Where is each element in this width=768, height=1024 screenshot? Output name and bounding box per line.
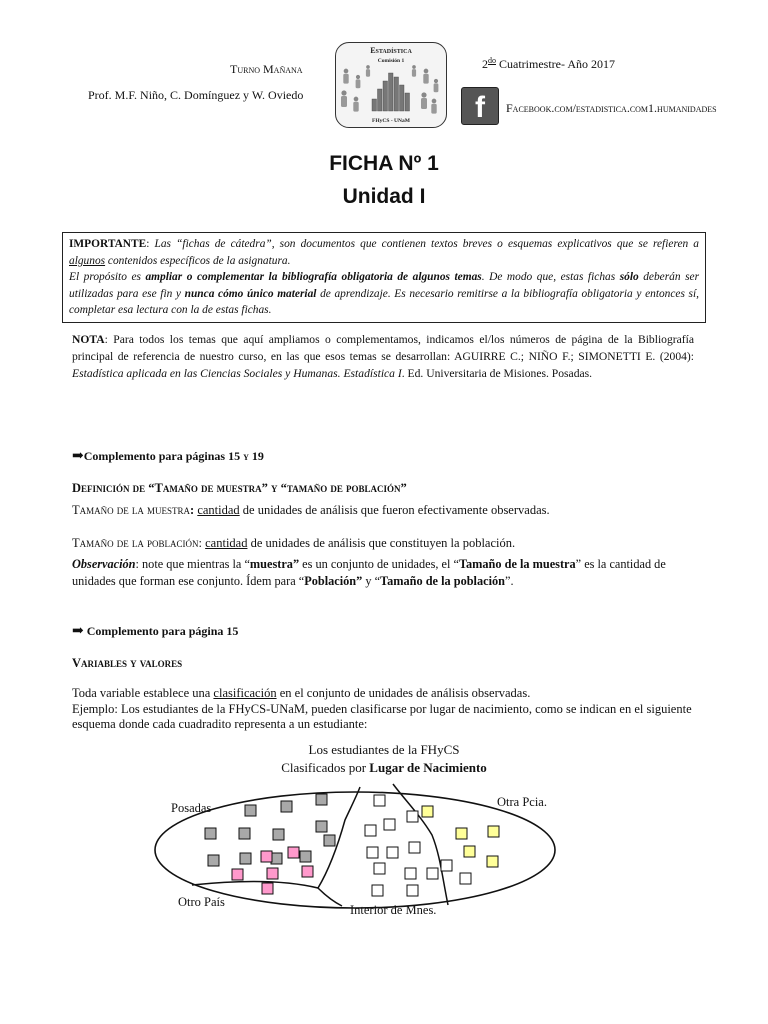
student-square-posadas — [273, 829, 284, 840]
page-title: FICHA Nº 1 — [329, 152, 439, 175]
student-square-posadas — [205, 828, 216, 839]
important-label: IMPORTANTE — [69, 238, 147, 250]
student-square-otra-pcia — [464, 846, 475, 857]
student-square-posadas — [239, 828, 250, 839]
student-square-interior — [407, 811, 418, 822]
student-square-interior — [365, 825, 376, 836]
nota-paragraph: NOTA: Para todos los temas que aquí ampliamos o complementamos, indicamos el/los números de página de la Bibliografía principal de referencia de nuestro curso, en las que esos temas se desarrollan: AGUIRRE C.; NIÑO F.; SIMONETTI E. (2004): Estadística aplicada en las Ciencias Sociales y Humanas. Estadística I. Ed. Universitaria de Misiones. Posadas. — [72, 333, 694, 380]
student-square-otro-pais — [288, 847, 299, 858]
student-square-posadas — [281, 801, 292, 812]
diagram-subtitle: Clasificados por Lugar de Nacimiento — [281, 760, 487, 775]
observation-paragraph: Observación: note que mientras la “muestra” es un conjunto de unidades, el “Tamaño de la muestra” es la cantidad de unidades que forman ese conjunto. Ídem para “Población” y “Tamaño de la población”. — [72, 557, 666, 588]
student-square-interior — [409, 842, 420, 853]
professors: Prof. M.F. Niño, C. Domínguez y W. Oviedo — [88, 88, 304, 102]
student-square-otra-pcia — [487, 856, 498, 867]
variables-heading: Variables y valores — [72, 656, 183, 670]
definition-heading: Definición de “Tamaño de muestra” y “tamaño de población” — [72, 481, 407, 495]
student-square-otro-pais — [232, 869, 243, 880]
student-square-interior — [374, 795, 385, 806]
shift-label: Turno Mañana — [230, 62, 303, 76]
student-square-posadas — [300, 851, 311, 862]
arrow-right-icon: ➡ — [72, 449, 84, 464]
student-square-interior — [387, 847, 398, 858]
variables-paragraph: Toda variable establece una clasificación en el conjunto de unidades de análisis observadas. Ejemplo: Los estudiantes de la FHyCS-UNaM, pueden clasificarse por lugar de nacimiento, como se indican en el siguiente esquema donde cada cuadradito representa a un estudiante: — [72, 686, 692, 731]
student-square-posadas — [324, 835, 335, 846]
student-square-otro-pais — [302, 866, 313, 877]
student-square-posadas — [240, 853, 251, 864]
term-label: $2^{do}$ Cuatrimestre- Año 2017 — [482, 56, 615, 71]
facebook-link[interactable]: Facebook.com/estadistica.com1.humanidades — [506, 101, 717, 115]
student-square-posadas — [316, 794, 327, 805]
border-otro-pais-interior — [318, 888, 342, 906]
student-square-interior — [367, 847, 378, 858]
student-square-posadas — [271, 853, 282, 864]
population-size-definition: Tamaño de la población: cantidad de unidades de análisis que constituyen la población. — [72, 536, 516, 550]
student-square-posadas — [316, 821, 327, 832]
label-otro-pais: Otro País — [178, 895, 225, 909]
label-posadas: Posadas — [171, 801, 212, 815]
sample-size-definition: Tamaño de la muestra: cantidad de unidades de análisis que fueron efectivamente observadas. — [72, 503, 550, 517]
student-square-posadas — [245, 805, 256, 816]
logo-footer: FHyCS - UNaM — [372, 118, 410, 124]
important-box: IMPORTANTE: Las “fichas de cátedra”, son documentos que contienen textos breves o esquemas explicativos que se refieren a algunos contenidos específicos de la asignatura. El propósito es ampliar o complementar la bibliografía obligatoria de algunos temas. De modo que, estas fichas sólo deberán ser utilizadas para ese fin y nunca cómo único material de aprendizaje. Es necesario remitirse a la bibliografía obligatoria y entonces sí, completar esa lectura con la de estas fichas. — [62, 232, 706, 323]
student-square-interior — [405, 868, 416, 879]
student-square-interior — [384, 819, 395, 830]
student-square-interior — [460, 873, 471, 884]
label-otra-pcia: Otra Pcia. — [497, 795, 547, 809]
section-heading-2: ➡ Complemento para página 15 — [72, 624, 239, 639]
student-square-posadas — [208, 855, 219, 866]
section-heading-1: ➡Complemento para páginas 15 y 19 — [72, 449, 264, 464]
logo-title: Estadística — [370, 46, 412, 55]
student-square-otra-pcia — [456, 828, 467, 839]
facebook-icon[interactable]: f — [461, 87, 499, 125]
student-square-otra-pcia — [488, 826, 499, 837]
student-square-interior — [427, 868, 438, 879]
arrow-right-icon: ➡ — [72, 624, 84, 639]
label-interior: Interior de Mnes. — [350, 903, 437, 917]
student-squares — [205, 794, 499, 896]
student-square-interior — [372, 885, 383, 896]
student-square-otro-pais — [261, 851, 272, 862]
student-square-interior — [374, 863, 385, 874]
student-square-interior — [441, 860, 452, 871]
logo-subtitle: Comisión 1 — [377, 58, 405, 64]
student-square-otra-pcia — [422, 806, 433, 817]
student-square-otro-pais — [262, 883, 273, 894]
student-square-interior — [407, 885, 418, 896]
page-subtitle: Unidad I — [342, 185, 426, 208]
diagram-title: Los estudiantes de la FHyCS — [308, 742, 460, 757]
population-ellipse — [155, 792, 555, 908]
student-square-otro-pais — [267, 868, 278, 879]
